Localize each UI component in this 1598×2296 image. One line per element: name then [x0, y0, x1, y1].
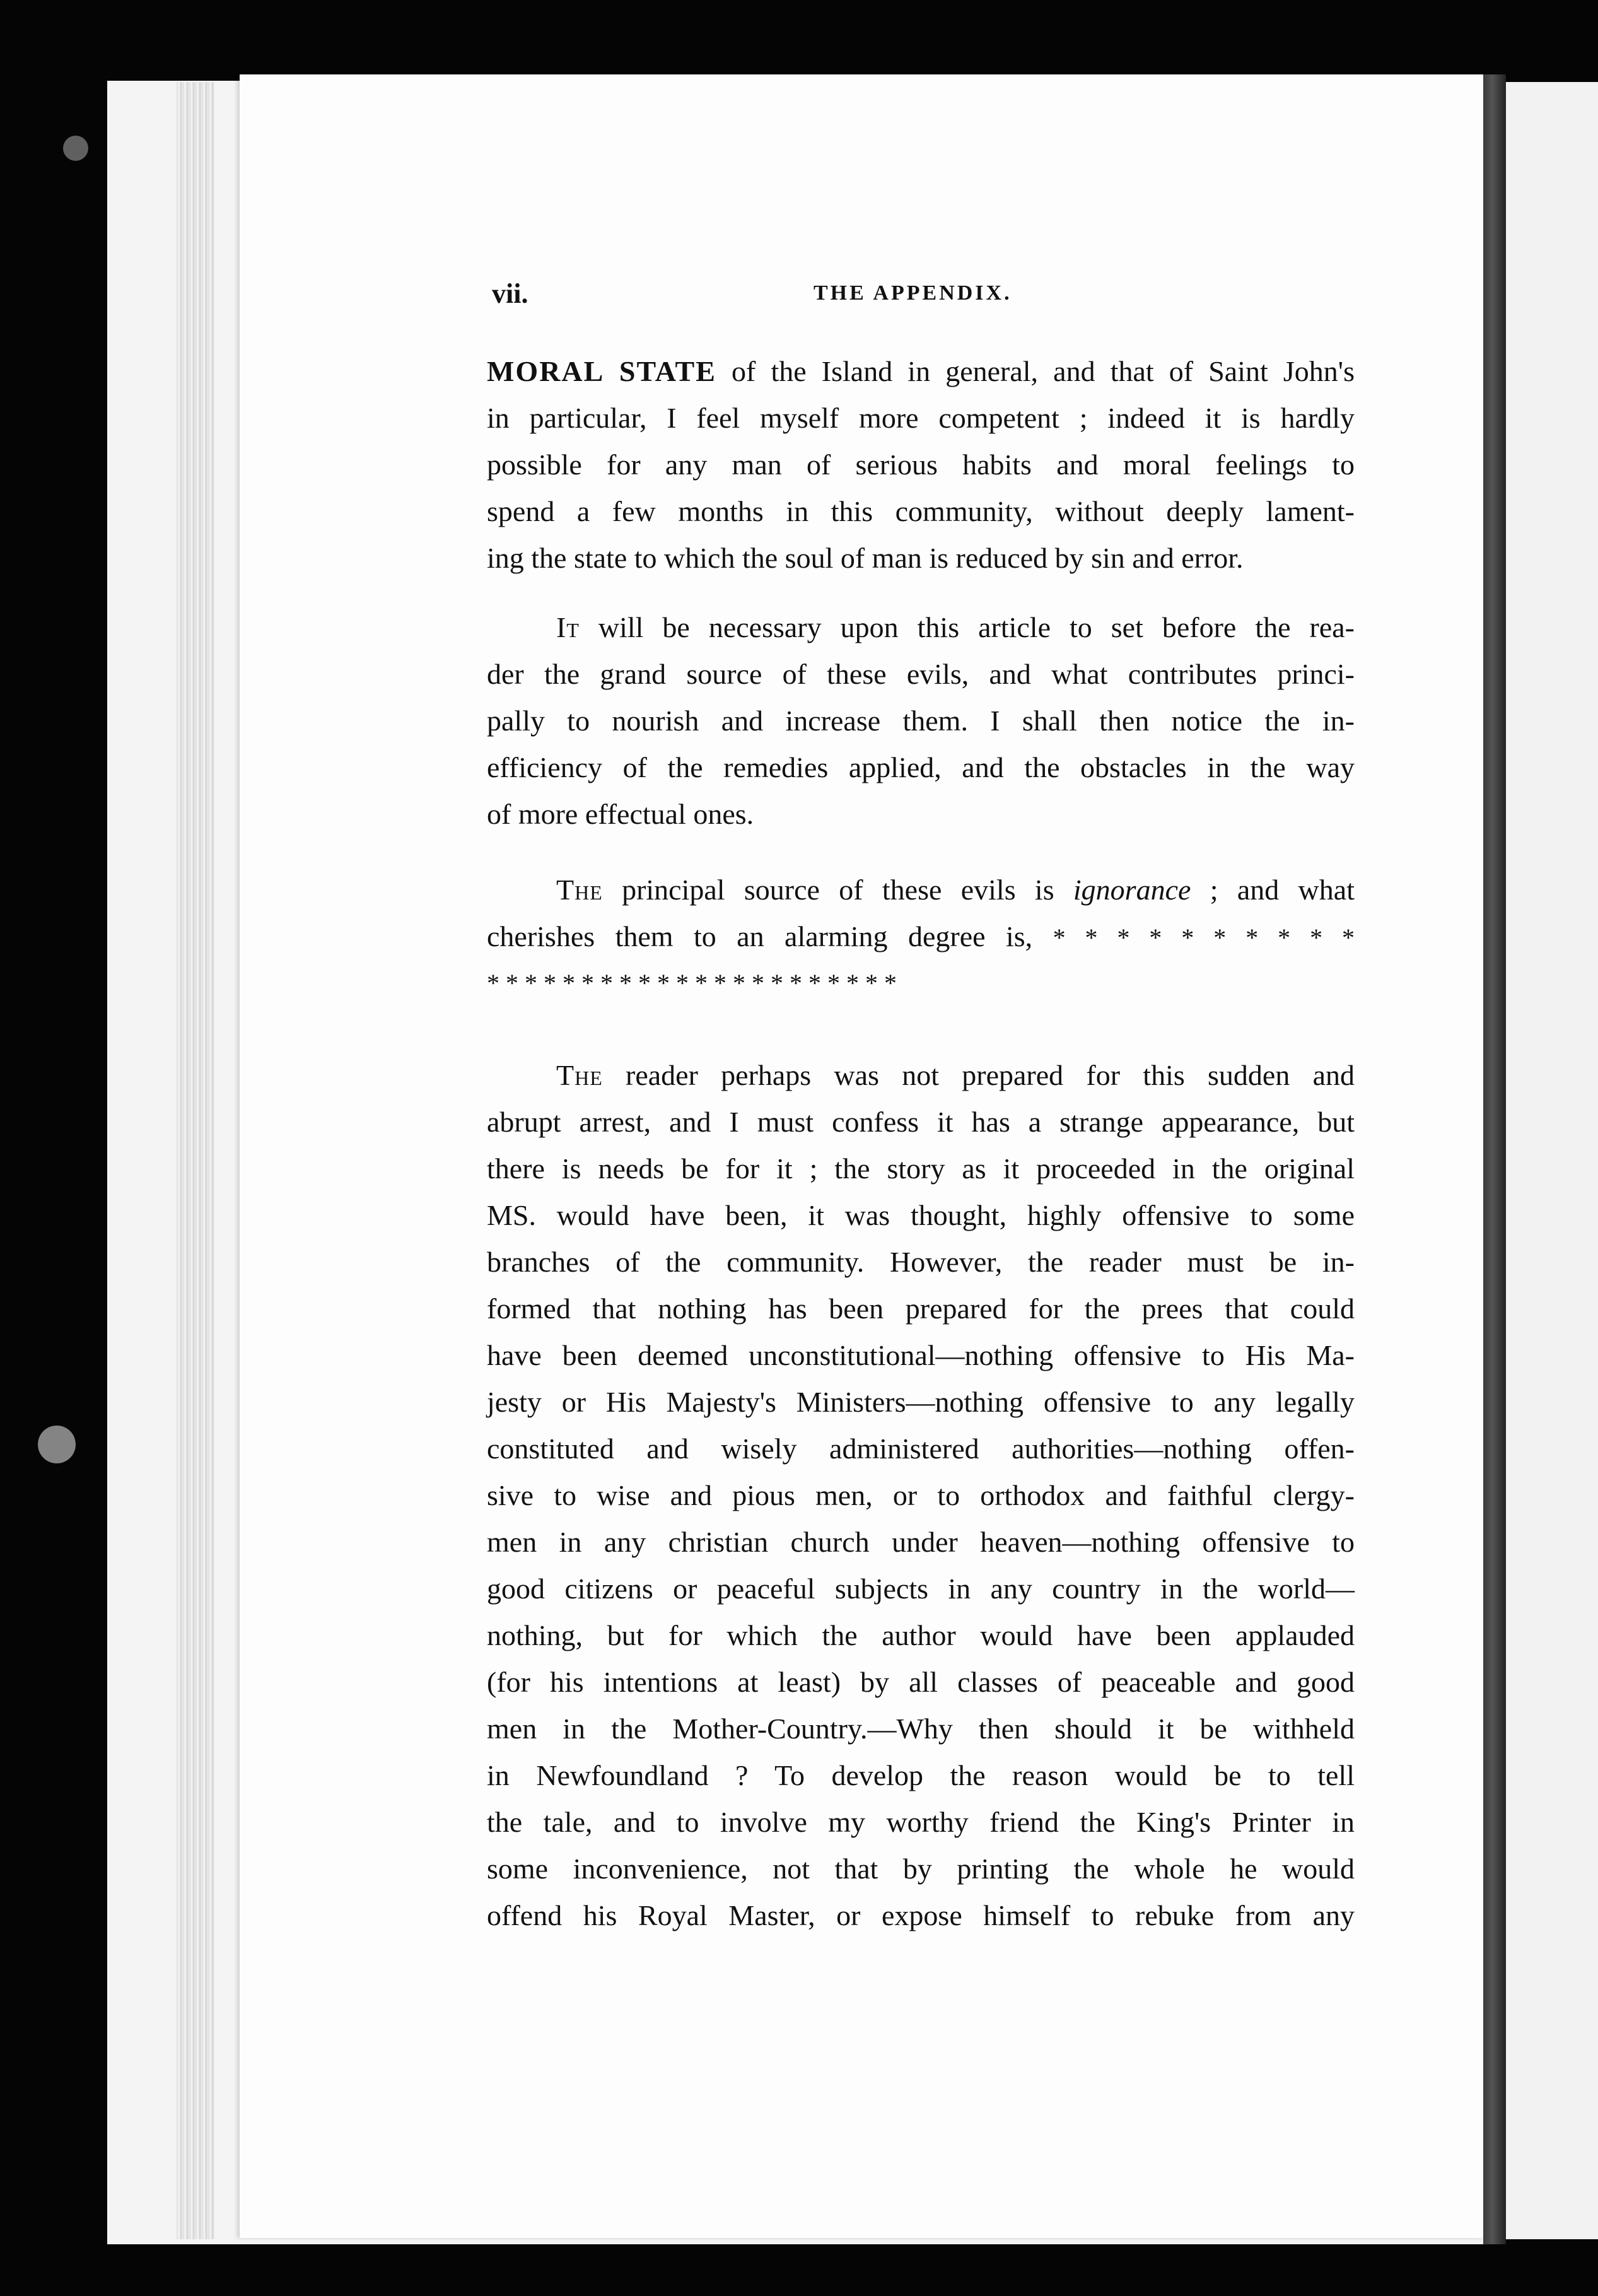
text-line: men in the Mother-Country.—Why then should it be withheld [487, 1713, 1355, 1745]
text-line: offend his Royal Master, or expose himself to rebuke from any [487, 1899, 1355, 1931]
text-line: the tale, and to involve my worthy friend the King's Printer in [487, 1806, 1355, 1838]
paragraph-gap [487, 582, 1355, 604]
page-header [492, 278, 1350, 315]
text-line: formed that nothing has been prepared for the prees that could [487, 1292, 1355, 1325]
asterisk-row: * * * * * * * * * * * * * * * * * * * * * * [487, 969, 897, 997]
paragraph-moral-state [487, 348, 1355, 582]
italic-word: ignorance [1073, 874, 1191, 906]
text-line [487, 867, 1355, 913]
text-line [487, 1052, 1355, 1099]
text-line: nothing, but for which the author would have been applauded [487, 1619, 1355, 1651]
paragraph-gap [487, 1007, 1355, 1052]
body-text [487, 348, 1355, 1939]
text-line: pally to nourish and increase them. I shall then notice the in- [487, 705, 1355, 737]
text-span: cherishes them to an alarming degree is, [487, 920, 1033, 952]
text-span: principal source of these evils is [602, 874, 1073, 906]
small-caps-word: It [556, 611, 580, 643]
text-line: der the grand source of these evils, and what contributes princi- [487, 658, 1355, 690]
page-edges [177, 82, 214, 2239]
text-line: efficiency of the remedies applied, and the obstacles in the way [487, 751, 1355, 783]
text-line: in Newfoundland ? To develop the reason would be to tell [487, 1759, 1355, 1791]
text-line: jesty or His Majesty's Ministers—nothing offensive to any legally [487, 1386, 1355, 1418]
text-line [487, 913, 1355, 960]
page-number: vii. [492, 278, 528, 309]
paragraph-necessary [487, 604, 1355, 838]
text-line: abrupt arrest, and I must confess it has a strange appearance, but [487, 1106, 1355, 1138]
text-line [487, 604, 1355, 651]
lead-small-caps: MORAL STATE [487, 355, 716, 387]
text-span: will be necessary upon this article to set before the rea- [579, 611, 1355, 643]
text-line [487, 348, 1355, 395]
text-line: constituted and wisely administered authorities—nothing offen- [487, 1432, 1355, 1465]
text-line: have been deemed unconstitutional—nothing offensive to His Ma- [487, 1339, 1355, 1371]
text-span: of the Island in general, and that of Saint John's [716, 355, 1355, 387]
text-line: of more effectual ones. [487, 798, 754, 830]
scan-speck [38, 1426, 76, 1463]
text-line: sive to wise and pious men, or to orthodox and faithful clergy- [487, 1479, 1355, 1511]
text-line: some inconvenience, not that by printing the whole he would [487, 1853, 1355, 1885]
paragraph-ignorance [487, 867, 1355, 1007]
text-line: in particular, I feel myself more competent ; indeed it is hardly [487, 402, 1355, 434]
asterisk-row: * * * * * * * * * * [1053, 923, 1355, 952]
text-line: men in any christian church under heaven—nothing offensive to [487, 1526, 1355, 1558]
facing-page-edge [1506, 82, 1598, 2239]
text-line: branches of the community. However, the reader must be in- [487, 1246, 1355, 1278]
text-line: spend a few months in this community, without deeply lament- [487, 495, 1355, 527]
text-line: MS. would have been, it was thought, highly offensive to some [487, 1199, 1355, 1231]
small-caps-word: The [556, 1059, 603, 1091]
book-spine-shadow [1483, 74, 1506, 2244]
text-line: there is needs be for it ; the story as it proceeded in the original [487, 1152, 1355, 1185]
small-caps-word: The [556, 874, 603, 906]
paragraph-gap [487, 838, 1355, 867]
scan-speck [63, 136, 88, 161]
text-line: possible for any man of serious habits and moral feelings to [487, 448, 1355, 481]
text-line: ing the state to which the soul of man is reduced by sin and error. [487, 542, 1244, 574]
text-line: good citizens or peaceful subjects in any country in the world— [487, 1573, 1355, 1605]
running-head: THE APPENDIX. [814, 281, 1012, 305]
text-span: ; and what [1191, 874, 1355, 906]
paragraph-reader [487, 1052, 1355, 1939]
text-span: reader perhaps was not prepared for this sudden and [602, 1059, 1355, 1091]
text-line: (for his intentions at least) by all classes of peaceable and good [487, 1666, 1355, 1698]
